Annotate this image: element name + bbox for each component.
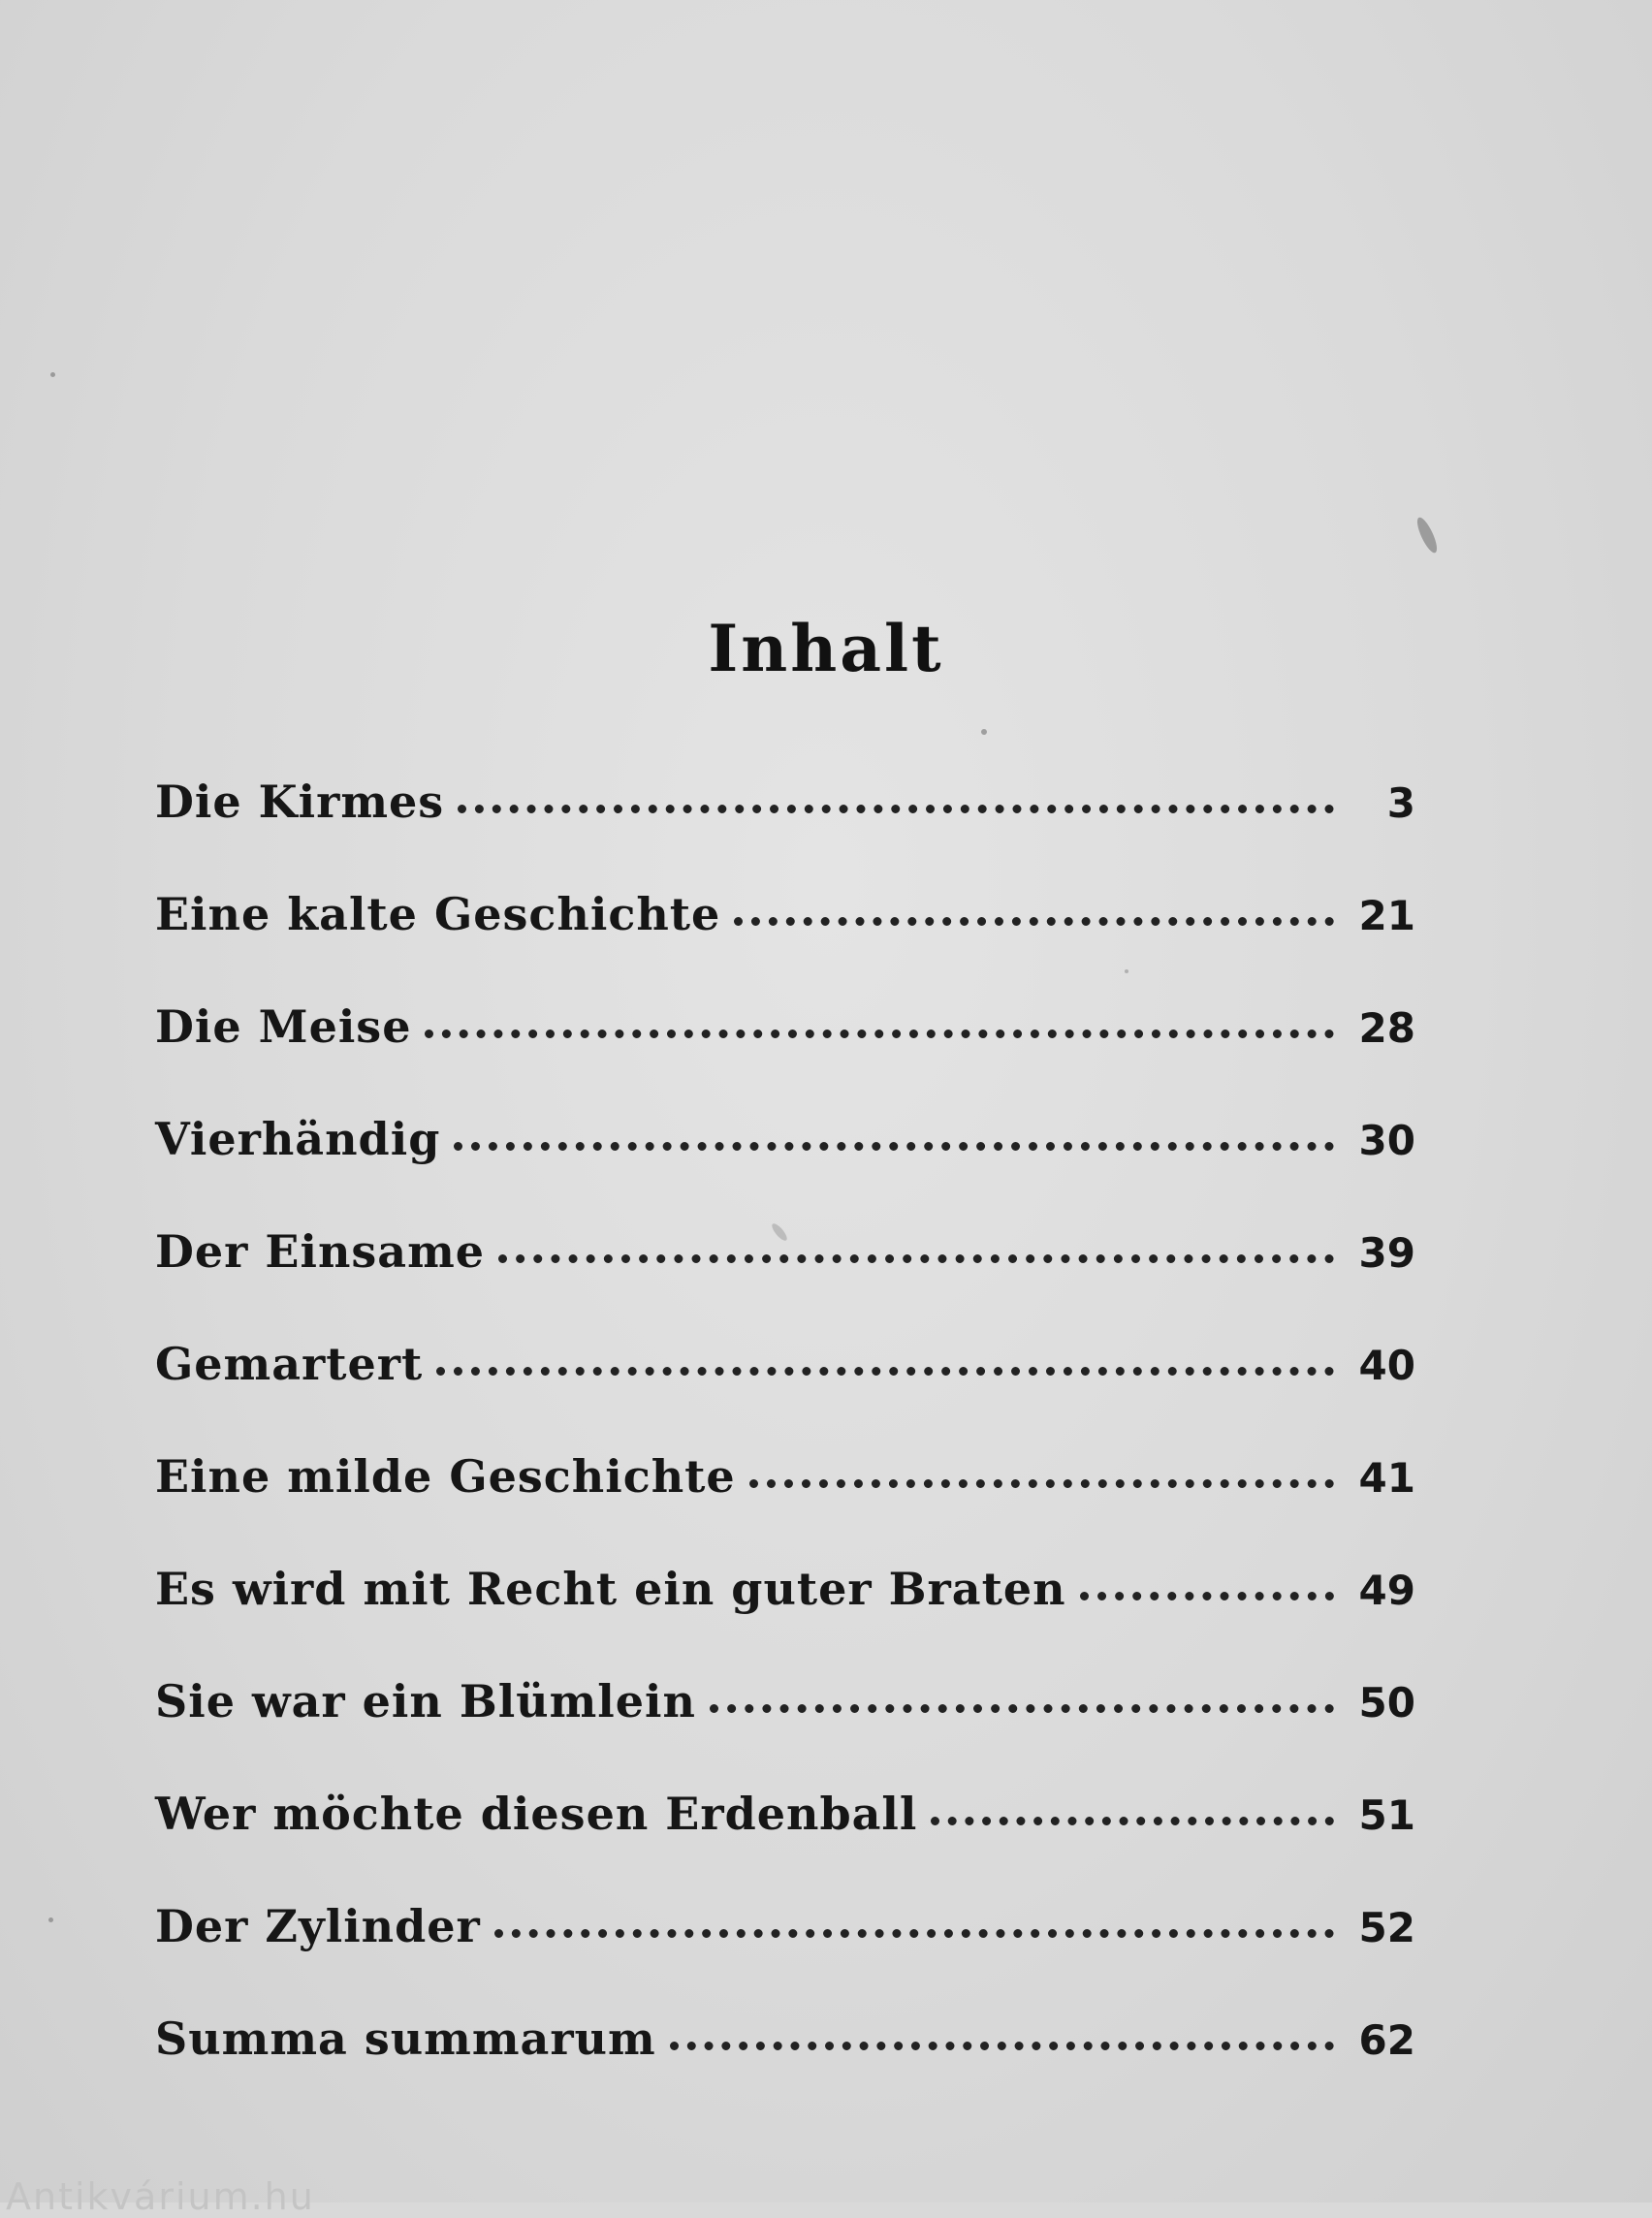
toc-entry [155,888,1415,1000]
toc-entry-title: Es wird mit Recht ein guter Braten [155,1563,1066,1615]
toc-entry-page: 40 [1358,1342,1415,1389]
toc-entry-page: 3 [1386,779,1415,827]
toc-entry [155,1900,1415,2012]
toc-entry-page: 28 [1358,1004,1415,1052]
toc-entry-page: 21 [1358,892,1415,939]
paper-speck [50,372,55,377]
toc-dot-leader [458,805,1334,813]
toc-entry-title: Gemartert [155,1338,424,1390]
toc-dot-leader [1080,1592,1334,1600]
toc-entry [155,1000,1415,1113]
toc-entry-page: 41 [1358,1454,1415,1502]
toc-entry-title: Summa summarum [155,2012,656,2065]
toc-dot-leader [710,1704,1334,1713]
toc-entry-page: 50 [1358,1679,1415,1727]
toc-entry-title: Die Meise [155,1000,412,1053]
toc-dot-leader [734,917,1334,926]
toc-entry-title: Der Zylinder [155,1900,481,1952]
toc-entry-page: 51 [1358,1791,1415,1839]
toc-dot-leader [498,1254,1334,1263]
toc-entry-page: 62 [1358,2016,1415,2064]
toc-dot-leader [749,1479,1334,1488]
toc-dot-leader [931,1817,1334,1825]
table-of-contents [155,776,1415,2125]
toc-dot-leader [436,1367,1334,1376]
toc-entry-title: Sie war ein Blümlein [155,1675,696,1727]
toc-entry [155,1338,1415,1450]
toc-entry-page: 39 [1358,1229,1415,1277]
toc-entry [155,1450,1415,1563]
toc-entry [155,2012,1415,2125]
toc-entry-title: Eine milde Geschichte [155,1450,736,1503]
toc-dot-leader [454,1142,1334,1151]
paper-speck [48,1917,53,1922]
toc-dot-leader [670,2042,1334,2050]
toc-entry [155,1675,1415,1788]
toc-entry-page: 49 [1358,1567,1415,1614]
toc-dot-leader [494,1929,1334,1938]
toc-entry-page: 52 [1358,1904,1415,1951]
toc-entry-page: 30 [1358,1117,1415,1164]
toc-entry [155,776,1415,888]
toc-entry-title: Der Einsame [155,1225,486,1278]
toc-entry-title: Eine kalte Geschichte [155,888,721,940]
toc-entry-title: Vierhändig [155,1113,441,1165]
toc-entry [155,1788,1415,1900]
page-title: Inhalt [708,611,944,686]
toc-entry-title: Die Kirmes [155,776,445,828]
paper-speck [981,729,987,735]
paper-speck [1414,515,1441,554]
toc-entry [155,1225,1415,1338]
watermark: Antikvárium.hu [6,2175,315,2218]
toc-entry [155,1563,1415,1675]
toc-entry [155,1113,1415,1225]
toc-entry-title: Wer möchte diesen Erdenball [155,1788,918,1840]
toc-dot-leader [425,1030,1334,1038]
